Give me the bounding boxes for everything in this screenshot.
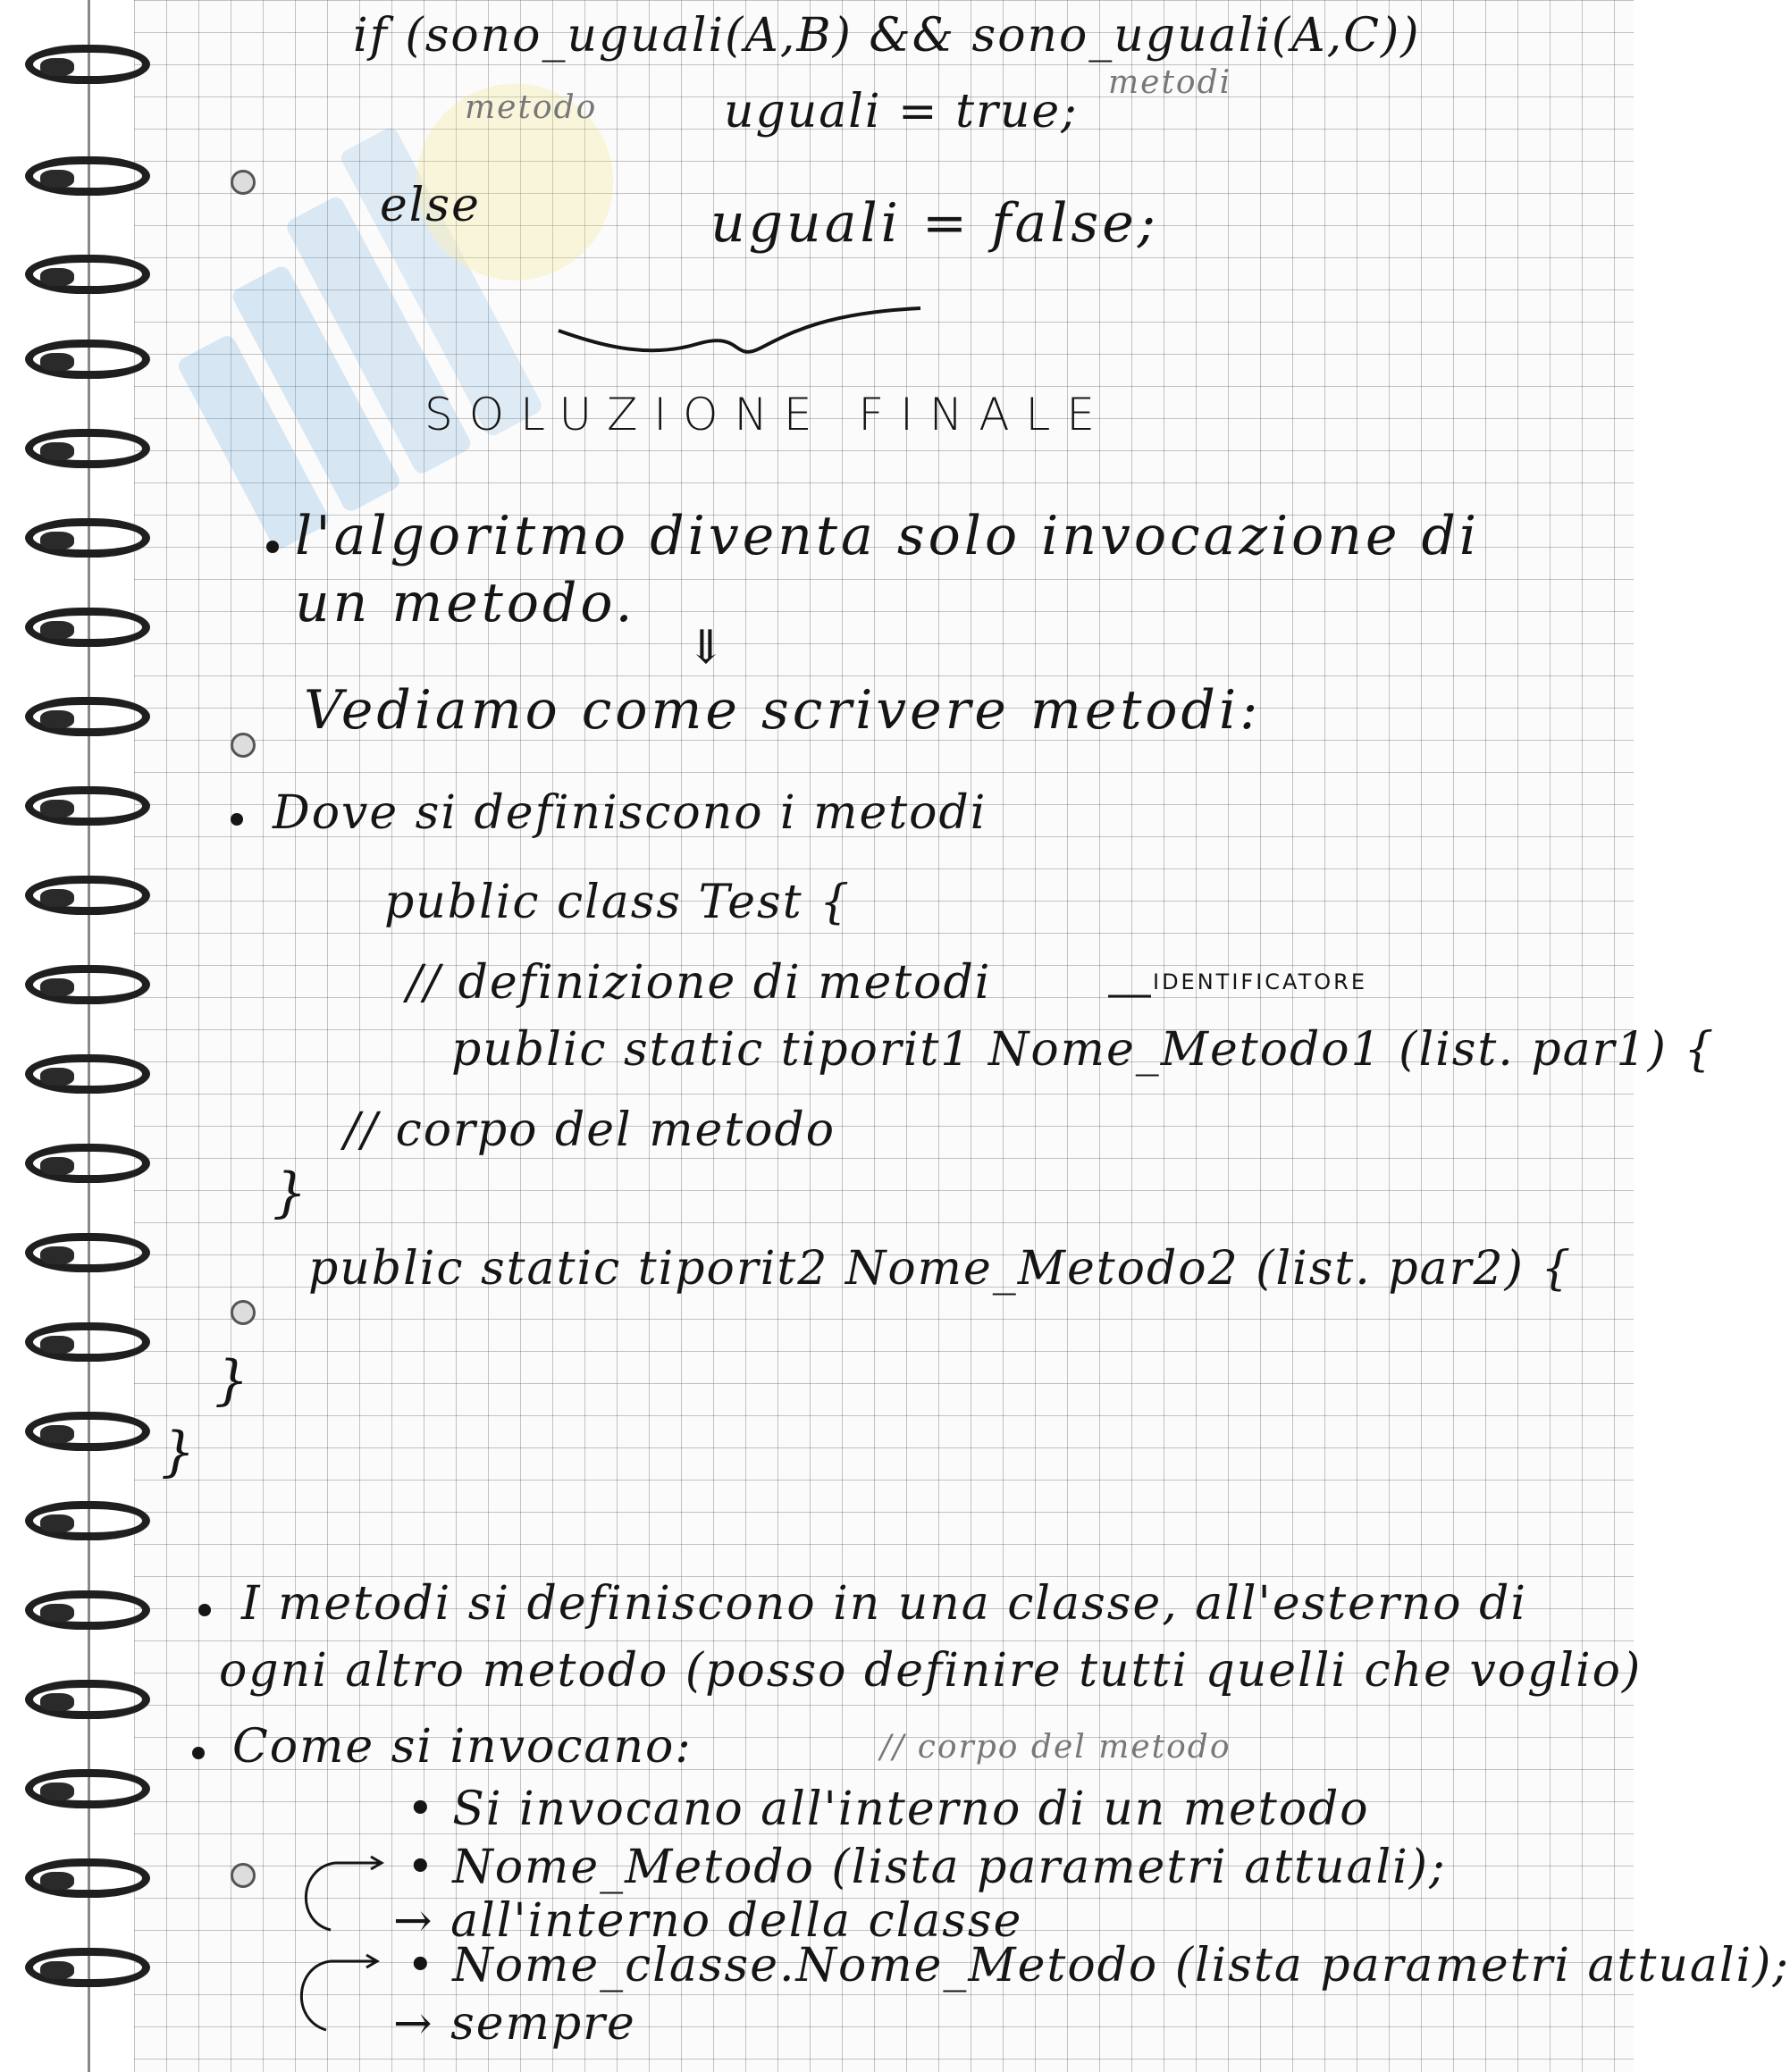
bullet-dot	[266, 541, 279, 553]
spiral-ring-icon	[25, 1948, 150, 1987]
code-close-brace-2: }	[214, 1349, 253, 1412]
invoke-sub1: • Si invocano all'interno di un metodo	[407, 1783, 1370, 1836]
spiral-ring-icon	[25, 1144, 150, 1183]
code-body-comment: // corpo del metodo	[344, 1103, 836, 1157]
code-method2-line: public static tiporit2 Nome_Metodo2 (list. par2) {	[308, 1242, 1573, 1296]
text-line-algoritmo: l'algoritmo diventa solo invocazione di	[295, 505, 1481, 567]
punch-hole-icon	[231, 170, 256, 195]
spiral-ring-icon	[25, 1501, 150, 1540]
text-line-metodo: un metodo.	[295, 572, 636, 634]
code-close-brace-3: }	[161, 1421, 199, 1483]
binding-edge	[88, 0, 90, 2072]
code-then-line: uguali = true;	[724, 85, 1079, 138]
spiral-ring-icon	[25, 697, 150, 736]
bullet-dot	[198, 1604, 211, 1616]
spiral-ring-icon	[25, 255, 150, 294]
faint-strikethrough-text: metodi	[1108, 64, 1232, 101]
invoke-sub3: • Nome_classe.Nome_Metodo (lista parametri attuali);	[407, 1939, 1790, 1992]
spiral-ring-icon	[25, 156, 150, 196]
identifier-label: IDENTIFICATORE	[1153, 969, 1367, 994]
invoke-sub3-note: → sempre	[393, 1997, 636, 2051]
bullet-invoke: Come si invocano:	[232, 1720, 693, 1774]
binding-margin	[0, 0, 134, 2072]
spiral-ring-icon	[25, 1590, 150, 1630]
spiral-ring-icon	[25, 965, 150, 1004]
faint-metodo-text: metodo	[465, 89, 598, 126]
spiral-ring-icon	[25, 1412, 150, 1451]
code-class-line: public class Test {	[384, 876, 852, 929]
spiral-ring-icon	[25, 1054, 150, 1094]
spiral-ring-icon	[25, 1680, 150, 1719]
code-else-keyword: else	[380, 179, 481, 232]
spiral-ring-icon	[25, 1233, 150, 1272]
spiral-ring-icon	[25, 876, 150, 915]
identifier-underline	[1108, 992, 1153, 1001]
code-if-line: if (sono_uguali(A,B) && sono_uguali(A,C))	[353, 9, 1421, 63]
spiral-ring-icon	[25, 786, 150, 826]
spiral-ring-icon	[25, 518, 150, 558]
code-method1-line: public static tiporit1 Nome_Metodo1 (list. par1) {	[451, 1023, 1716, 1077]
faint-comment: // corpo del metodo	[880, 1729, 1231, 1766]
invoke-sub2-note: → all'interno della classe	[393, 1894, 1023, 1948]
text-line-vediamo: Vediamo come scrivere metodi:	[304, 679, 1262, 742]
bullet-dot	[192, 1747, 205, 1759]
bracket-arrow-icon	[282, 1850, 398, 1948]
punch-hole-icon	[231, 733, 256, 758]
code-close-brace-1: }	[273, 1162, 311, 1224]
spiral-ring-icon	[25, 1858, 150, 1898]
spiral-ring-icon	[25, 429, 150, 468]
bullet-define-line2: ogni altro metodo (posso definire tutti quelli che voglio)	[219, 1644, 1643, 1698]
bullet-dot	[231, 813, 243, 826]
punch-hole-icon	[231, 1300, 256, 1325]
bullet-where: Dove si definiscono i metodi	[273, 786, 987, 840]
bracket-arrow-icon	[277, 1948, 393, 2046]
code-comment-def: // definizione di metodi	[407, 956, 992, 1010]
double-arrow-down-icon: ⇓	[686, 621, 727, 675]
spiral-ring-icon	[25, 1322, 150, 1362]
invoke-sub2: • Nome_Metodo (lista parametri attuali);	[407, 1841, 1447, 1894]
section-heading: SOLUZIONE FINALE	[424, 389, 1111, 440]
spiral-ring-icon	[25, 45, 150, 84]
spiral-ring-icon	[25, 340, 150, 379]
punch-hole-icon	[231, 1863, 256, 1888]
code-else-line: uguali = false;	[710, 192, 1159, 255]
spiral-ring-icon	[25, 1769, 150, 1808]
squiggle-divider	[554, 295, 929, 366]
spiral-ring-icon	[25, 608, 150, 647]
bullet-define-line1: I metodi si definiscono in una classe, all'esterno di	[241, 1577, 1528, 1631]
